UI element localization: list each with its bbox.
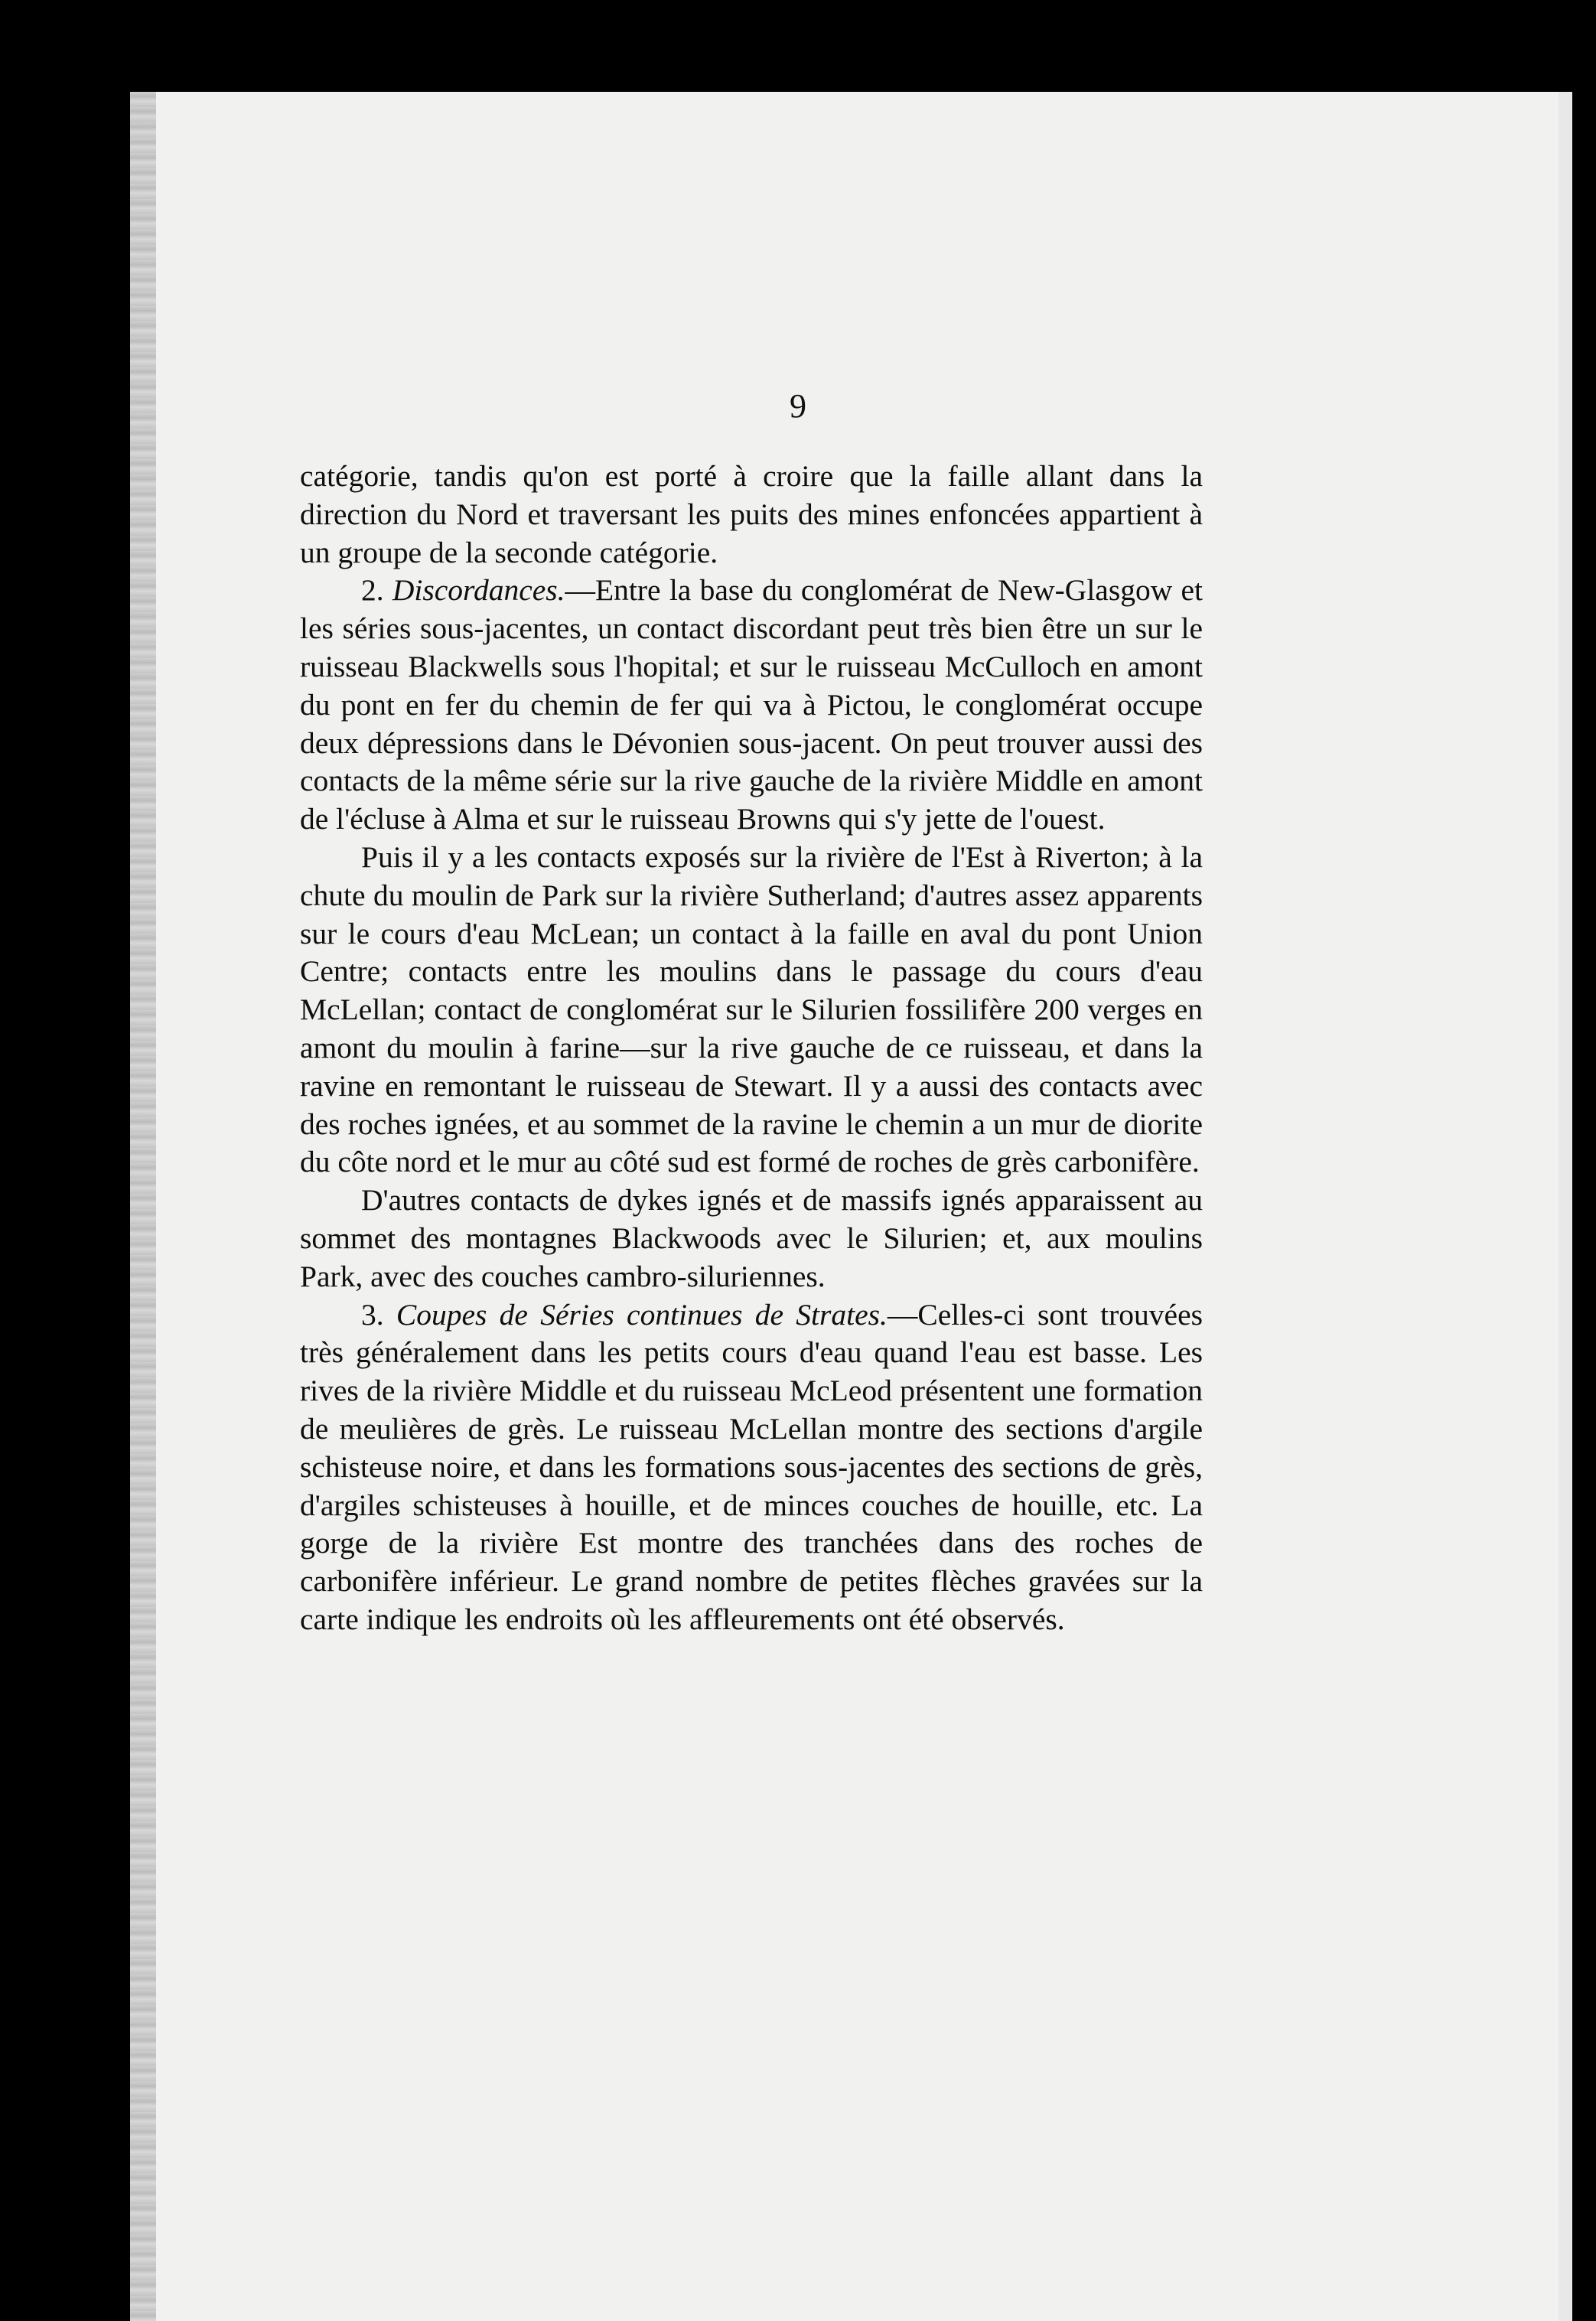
paragraph-1 [300, 458, 1203, 572]
paragraph-2 [300, 572, 1203, 839]
paragraph-3-text: Puis il y a les contacts exposés sur la rivière de l'Est à Riverton; à la chute du moulin de Park sur la rivière Sutherland; d'autres assez apparents sur le cours d'eau McLean; un contact à la faille en aval du pont Union Centre; contacts entre les moulins dans le passage du cours d'eau McLellan; contact de conglomérat sur le Silurien fossilifère 200 verges en amont du moulin à farine—sur la rive gauche de ce ruisseau, et dans la ravine en remontant le ruisseau de Stewart. Il y a aussi des contacts avec des roches ignées, et au sommet de la ravine le chemin a un mur de diorite du côte nord et le mur au côté sud est formé de roches de grès carbonifère. [300, 839, 1203, 1179]
paragraph-2-text: —Entre la base du conglomérat de New-Glasgow et les séries sous-jacentes, un contact discordant peut très bien être un sur le ruisseau Blackwells sous l'hopital; et sur le ruisseau McCulloch en amont du pont en fer du chemin de fer qui va à Pictou, le conglomérat occupe deux dépressions dans le Dévonien sous-jacent. On peut trouver aussi des contacts de la même série sur la rive gauche de la rivière Middle en amont de l'écluse à Alma et sur le ruisseau Browns qui s'y jette de l'ouest. [300, 573, 1204, 836]
section-3-number: 3. [361, 1297, 396, 1332]
paragraph-4-text: D'autres contacts de dykes ignés et de massifs ignés apparaissent au sommet des montagnes Blackwoods avec le Silurien; et, aux moulins Park, avec des couches cambro-siluriennes. [300, 1183, 1203, 1293]
section-2-number: 2. [361, 573, 392, 608]
paragraph-5-text: —Celles-ci sont trouvées très généralement dans les petits cours d'eau quand l'eau est basse. Les rives de la rivière Middle et du ruisseau McLeod présentent une formation de meulières de grès. Le ruisseau McLellan montre des sections d'argile schisteuse noire, et dans les formations sous-jacentes des sections de grès, d'argiles schisteuses à houille, et de minces couches de houille, etc. La gorge de la rivière Est montre des tranchées dans des roches de carbonifère inférieur. Le grand nombre de petites flèches gravées sur la carte indique les endroits où les affleurements ont été observés. [300, 1297, 1203, 1636]
paragraph-1-text: catégorie, tandis qu'on est porté à croire que la faille allant dans la direction du Nord et traversant les puits des mines enfoncées appartient à un groupe de la seconde catégorie. [300, 459, 1203, 569]
page-number: 9 [790, 387, 806, 425]
body-text [300, 458, 1203, 1639]
paragraph-4 [300, 1182, 1203, 1296]
paragraph-5 [300, 1296, 1203, 1639]
paragraph-3 [300, 839, 1203, 1182]
section-3-heading: Coupes de Séries continues de Strates. [396, 1297, 888, 1332]
page-binding-edge [130, 92, 156, 2321]
section-2-heading: Discordances. [392, 573, 565, 608]
